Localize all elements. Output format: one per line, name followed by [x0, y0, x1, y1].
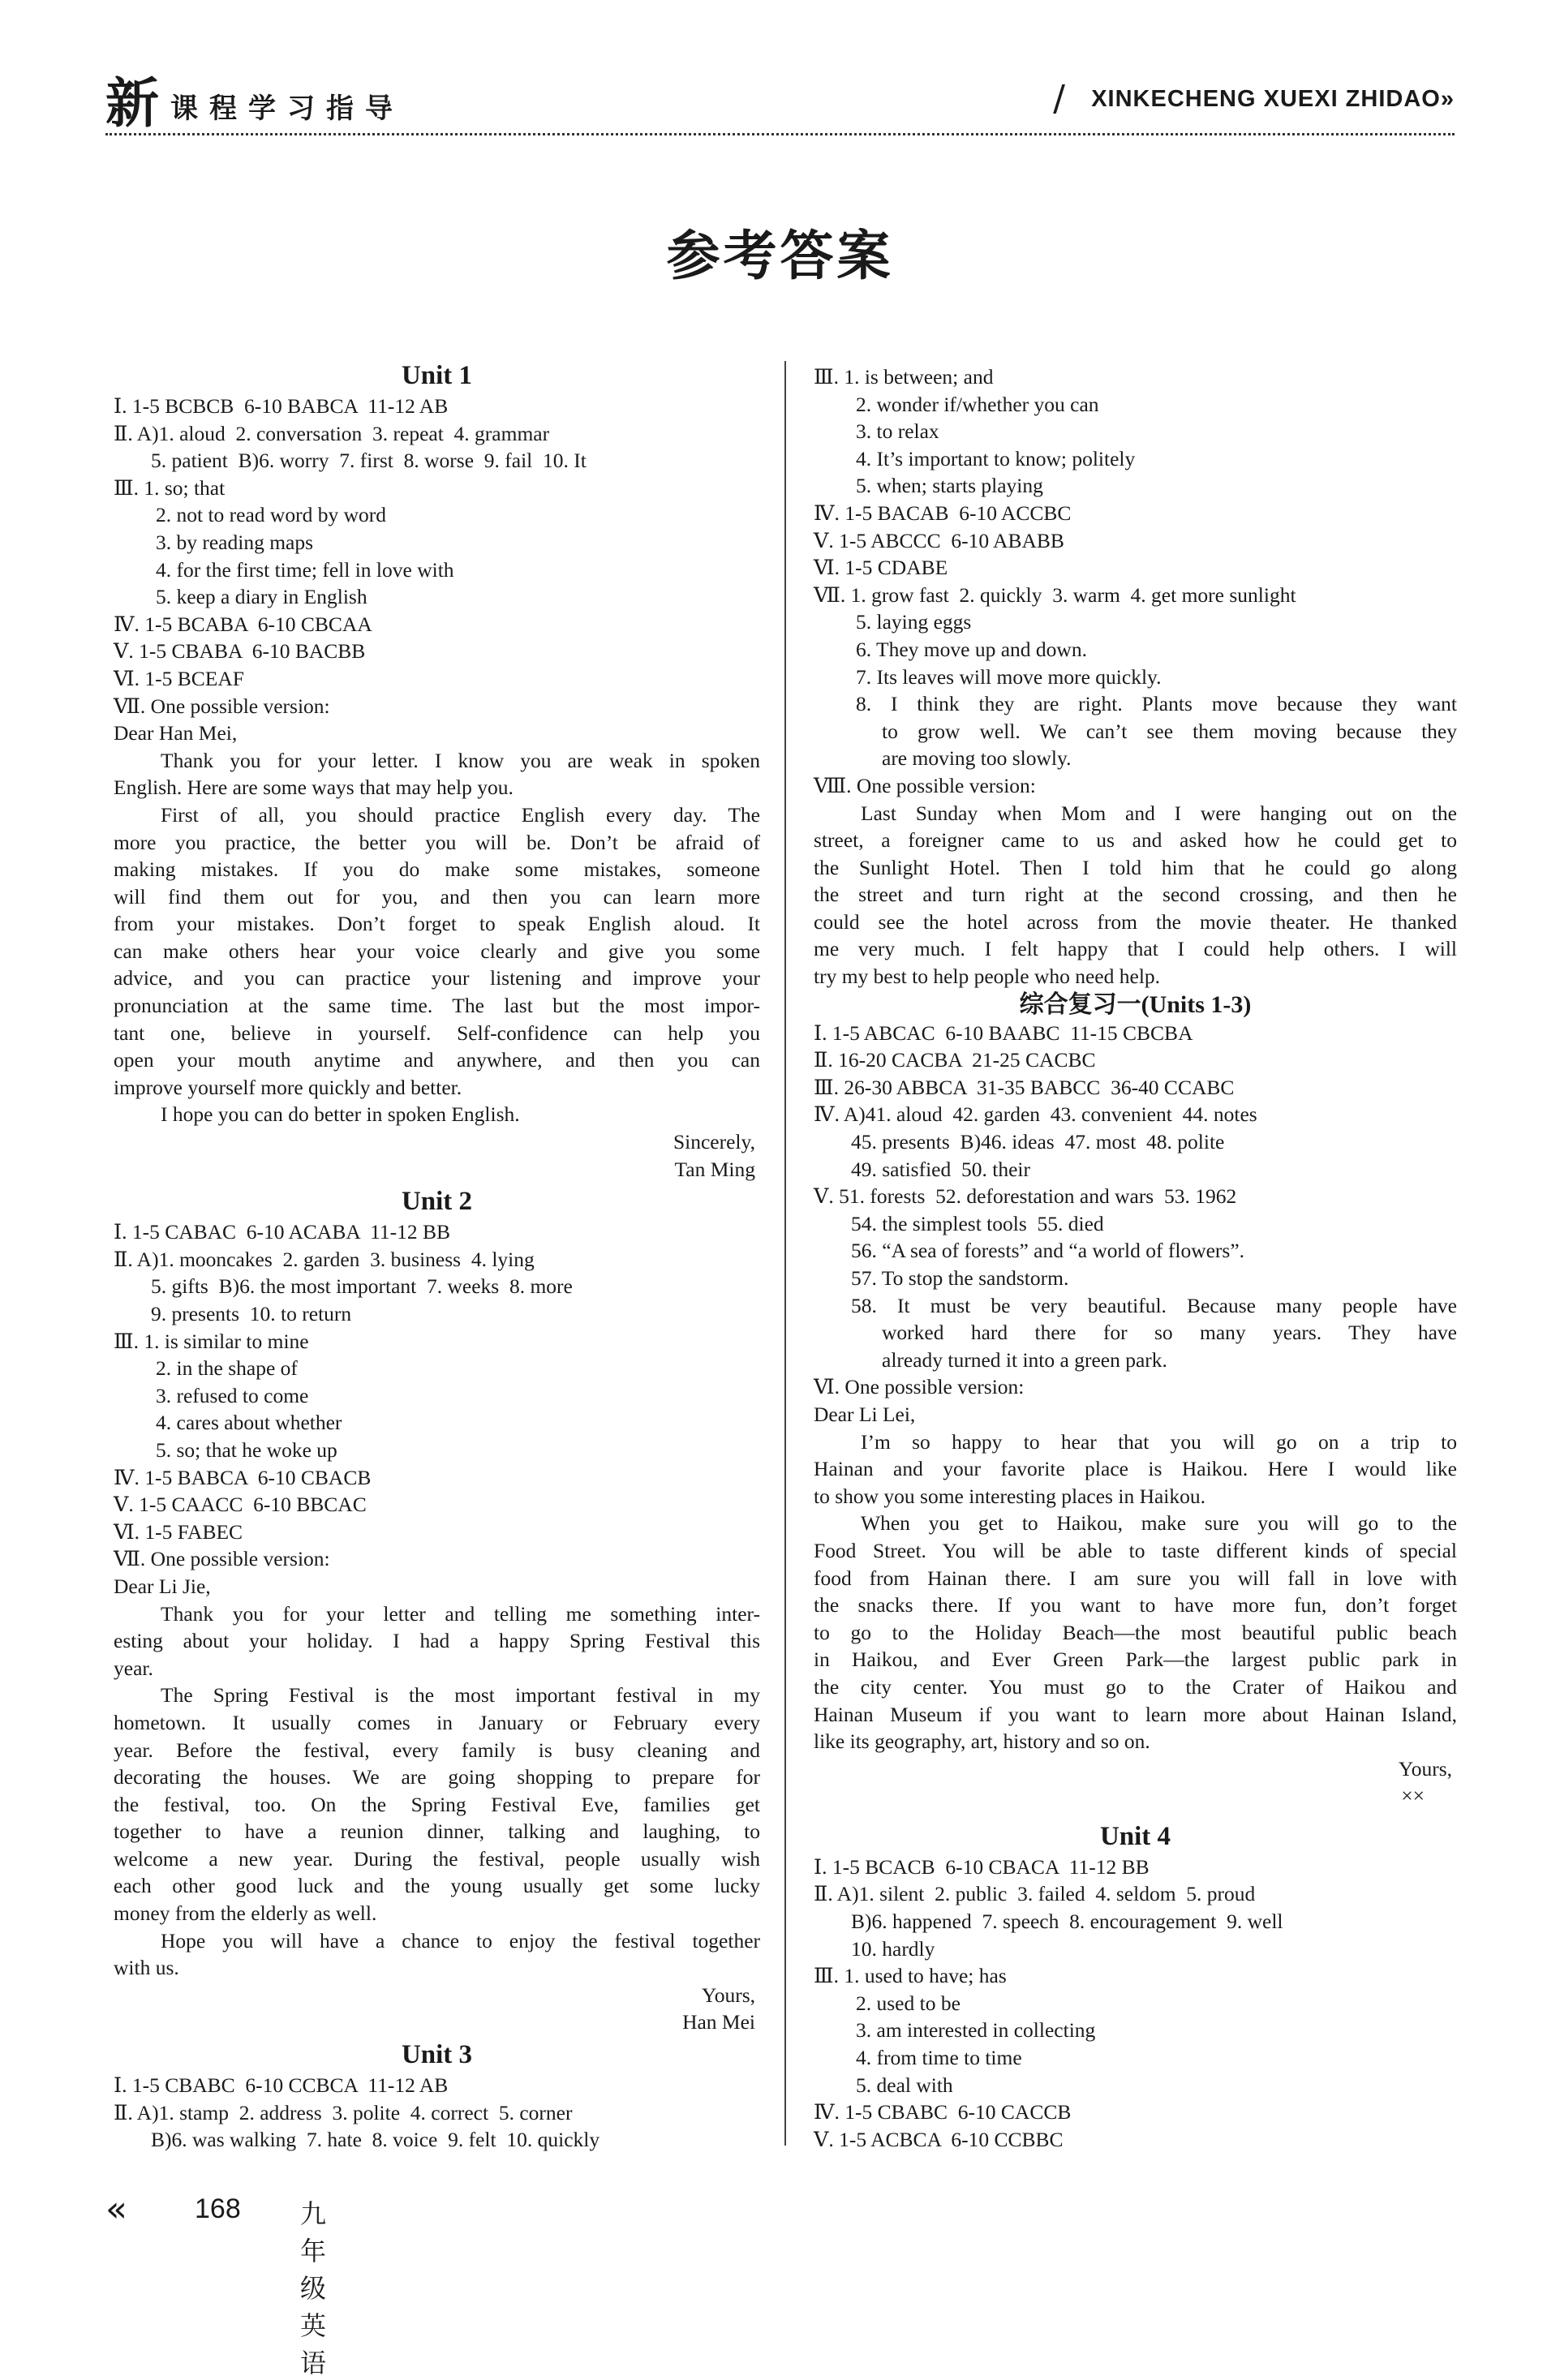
answer-line: 5. when; starts playing: [856, 474, 1043, 498]
answer-line: 2. in the shape of: [156, 1356, 298, 1381]
answer-line: to grow well. We can’t see them moving because they: [882, 719, 1457, 743]
unit-2-letter: [114, 1600, 760, 2037]
answer-line: Ⅲ. 1. so; that: [114, 475, 226, 500]
letter-line: pronunciation at the same time. The last but the most impor-: [114, 994, 760, 1018]
letter-line: making mistakes. If you do make some mistakes, someone: [114, 857, 760, 882]
letter-line: The Spring Festival is the most important festival in my: [161, 1683, 760, 1708]
answer-line: 49. satisfied 50. their: [851, 1157, 1030, 1181]
answer-line: 3. refused to come: [156, 1383, 309, 1407]
letter-line: English. Here are some ways that may help you.: [114, 775, 514, 800]
unit-3-answers: [114, 2072, 760, 2154]
answer-line: 4. cares about whether: [156, 1411, 342, 1435]
column-divider: [784, 361, 786, 2146]
letter-line: Thank you for your letter and telling me something inter-: [161, 1601, 760, 1626]
review-heading: 综合复习一(Units 1-3): [1019, 990, 1252, 1018]
letter-line: each other good luck and the young usually get some lucky: [114, 1874, 760, 1898]
letter-line: food from Hainan there. I am sure you will fall in love with: [814, 1566, 1457, 1590]
essay-line: try my best to help people who need help.: [814, 964, 1161, 989]
answer-line: 5. deal with: [856, 2073, 953, 2097]
answer-line: 4. It’s important to know; politely: [856, 446, 1136, 470]
letter-line: year.: [114, 1656, 153, 1680]
answer-line: Ⅴ. 1-5 ACBCA 6-10 CCBBC: [814, 2127, 1064, 2151]
answer-line: Ⅲ. 1. is similar to mine: [114, 1329, 309, 1353]
header-title: 课程学习指导: [170, 92, 404, 125]
answer-line: Ⅴ. 1-5 CBABA 6-10 BACBB: [114, 639, 366, 664]
answer-line: Ⅱ. A)1. mooncakes 2. garden 3. business 4. lying: [114, 1247, 535, 1271]
answer-line: Ⅱ. A)1. silent 2. public 3. failed 4. seldom 5. proud: [814, 1882, 1256, 1906]
answer-line: 5. patient B)6. worry 7. first 8. worse 9. fail 10. It: [151, 449, 587, 473]
answer-line: 3. by reading maps: [156, 530, 314, 554]
unit-1-letter: [114, 747, 760, 1184]
answer-line: 57. To stop the sandstorm.: [851, 1266, 1069, 1290]
answer-line: 2. used to be: [856, 1991, 960, 2015]
letter-line: decorating the houses. We are going shopping to prepare for: [114, 1765, 760, 1789]
essay-line: Last Sunday when Mom and I were hanging out on the: [861, 801, 1457, 825]
answer-line: Ⅶ. One possible version:: [114, 694, 330, 718]
answer-line: 5. keep a diary in English: [156, 585, 367, 609]
header-dotted-rule: [105, 133, 1455, 135]
unit-4-answers: [814, 1854, 1457, 2154]
answer-line: 56. “A sea of forests” and “a world of flowers”.: [851, 1239, 1245, 1263]
answer-line: Ⅴ. 1-5 ABCCC 6-10 ABABB: [814, 528, 1064, 552]
page-number: 168: [195, 2193, 241, 2224]
header-pinyin: XINKECHENG XUEXI ZHIDAO»: [1091, 86, 1455, 112]
letter-line: I’m so happy to hear that you will go on a trip to: [861, 1429, 1457, 1454]
unit-3-heading: Unit 3: [401, 2040, 473, 2070]
letter-line: hometown. It usually comes in January or February every: [114, 1710, 760, 1734]
letter-line: Food Street. You will be able to taste different kinds of special: [814, 1538, 1457, 1562]
answer-line: 4. from time to time: [856, 2046, 1022, 2070]
letter-line: When you get to Haikou, make sure you will go to the: [861, 1511, 1457, 1536]
answer-line: 5. laying eggs: [856, 610, 972, 634]
essay-line: could see the hotel across from the movie theater. He thanked: [814, 909, 1457, 934]
answer-line: B)6. was walking 7. hate 8. voice 9. felt 10. quickly: [151, 2128, 600, 2152]
essay-line: the Sunlight Hotel. Then I told him that he could go along: [814, 855, 1457, 879]
letter-line: money from the elderly as well.: [114, 1901, 377, 1926]
answer-line: 45. presents B)46. ideas 47. most 48. polite: [851, 1130, 1225, 1154]
unit-3-continued: [814, 363, 1457, 800]
footer-arrows: «: [105, 2189, 127, 2230]
answer-line: 6. They move up and down.: [856, 637, 1087, 661]
letter-line: can make others hear your voice clearly and give you some: [114, 939, 760, 963]
letter-signature: ××: [1401, 1784, 1425, 1808]
letter-signature: Tan Ming: [674, 1157, 755, 1181]
right-column: [814, 363, 1457, 2153]
answer-line: Ⅳ. 1-5 BABCA 6-10 CBACB: [114, 1465, 372, 1489]
letter-line: Hainan Museum if you want to learn more about Hainan Island,: [814, 1702, 1457, 1726]
answer-line: 8. I think they are right. Plants move because they want: [856, 692, 1457, 716]
letter-line: welcome a new year. During the festival, people usually wish: [114, 1846, 760, 1871]
answer-line: 58. It must be very beautiful. Because many people have: [851, 1293, 1457, 1317]
letter-line: more you practice, the better you will be. Don’t be afraid of: [114, 830, 760, 854]
answer-line: 54. the simplest tools 55. died: [851, 1211, 1104, 1235]
letter-line: Thank you for your letter. I know you are weak in spoken: [161, 748, 760, 772]
header-slash-decoration: /: [1053, 78, 1065, 119]
answer-line: Ⅴ. 1-5 CAACC 6-10 BBCAC: [114, 1493, 367, 1517]
letter-line: from your mistakes. Don’t forget to speak English aloud. It: [114, 912, 760, 936]
essay-line: the street and turn right at the second crossing, and then he: [814, 883, 1457, 907]
answer-line: 4. for the first time; fell in love with: [156, 557, 454, 582]
answer-line: 9. presents 10. to return: [151, 1302, 352, 1325]
letter-line: the snacks there. If you want to have more fun, don’t forget: [814, 1593, 1457, 1617]
letter-line: First of all, you should practice English every day. The: [161, 802, 760, 827]
answer-line: 2. not to read word by word: [156, 503, 386, 527]
review-answers: [814, 1020, 1457, 1428]
answer-line: Ⅶ. One possible version:: [114, 1547, 330, 1571]
letter-line: the city center. You must go to the Crater of Haikou and: [814, 1674, 1457, 1699]
unit-3-essay: [814, 800, 1457, 990]
header-logo: 新: [105, 72, 159, 135]
answer-line: Ⅳ. 1-5 BACAB 6-10 ACCBC: [814, 500, 1072, 525]
answer-line: Ⅴ. 51. forests 52. deforestation and wars 53. 1962: [814, 1184, 1237, 1209]
letter-line: with us.: [114, 1956, 179, 1980]
answer-line: Ⅱ. A)1. aloud 2. conversation 3. repeat 4. grammar: [114, 421, 550, 445]
letter-closing: Sincerely,: [673, 1130, 755, 1154]
letter-line: will find them out for you, and then you can learn more: [114, 884, 760, 909]
letter-line: I hope you can do better in spoken English.: [161, 1102, 520, 1127]
letter-salutation: Dear Li Jie,: [114, 1574, 211, 1598]
answer-line: Ⅰ. 1-5 CBABC 6-10 CCBCA 11-12 AB: [114, 2073, 449, 2098]
essay-line: me very much. I felt happy that I could help others. I will: [814, 937, 1457, 961]
answer-line: Ⅰ. 1-5 BCACB 6-10 CBACA 11-12 BB: [814, 1854, 1150, 1879]
unit-4-heading: Unit 4: [1099, 1821, 1171, 1851]
answer-line: Ⅵ. 1-5 BCEAF: [114, 666, 244, 690]
page-header: [105, 71, 1455, 136]
letter-line: advice, and you can practice your listening and improve your: [114, 966, 760, 990]
unit-1-answers: [114, 393, 760, 747]
answer-line: Ⅱ. A)1. stamp 2. address 3. polite 4. correct 5. corner: [114, 2100, 573, 2124]
answer-line: are moving too slowly.: [882, 746, 1072, 771]
letter-line: esting about your holiday. I had a happy Spring Festival this: [114, 1629, 760, 1653]
answer-line: Ⅳ. 1-5 BCABA 6-10 CBCAA: [114, 612, 372, 636]
answer-line: Ⅳ. A)41. aloud 42. garden 43. convenient 44. notes: [814, 1102, 1257, 1127]
answer-line: Ⅰ. 1-5 ABCAC 6-10 BAABC 11-15 CBCBA: [814, 1020, 1193, 1045]
answer-line: 7. Its leaves will move more quickly.: [856, 664, 1162, 689]
answer-line: Ⅰ. 1-5 CABAC 6-10 ACABA 11-12 BB: [114, 1220, 451, 1244]
answer-line: Ⅶ. 1. grow fast 2. quickly 3. warm 4. get more sunlight: [814, 582, 1296, 607]
letter-line: together to have a reunion dinner, talking and laughing, to: [114, 1819, 760, 1844]
book-title: 九年级英语: [300, 2198, 327, 2378]
answer-line: worked hard there for so many years. They have: [882, 1321, 1457, 1345]
answer-line: 5. gifts B)6. the most important 7. weeks 8. more: [151, 1274, 573, 1299]
left-column: [114, 357, 760, 2154]
answer-line: Ⅱ. 16-20 CACBA 21-25 CACBC: [814, 1048, 1096, 1072]
answer-line: Ⅵ. One possible version:: [814, 1375, 1025, 1399]
answer-line: 3. am interested in collecting: [856, 2018, 1096, 2043]
answer-line: Ⅵ. 1-5 FABEC: [114, 1519, 243, 1544]
answer-line: Ⅲ. 1. used to have; has: [814, 1964, 1007, 1988]
letter-line: improve yourself more quickly and better.: [114, 1075, 462, 1099]
answer-line: Ⅳ. 1-5 CBABC 6-10 CACCB: [814, 2100, 1072, 2124]
letter-closing: Yours,: [701, 1983, 755, 2007]
letter-salutation: Dear Han Mei,: [114, 721, 238, 745]
letter-line: to show you some interesting places in Haikou.: [814, 1484, 1206, 1508]
answer-line: Ⅲ. 26-30 ABBCA 31-35 BABCC 36-40 CCABC: [814, 1075, 1235, 1099]
letter-line: tant one, believe in yourself. Self-confidence can help you: [114, 1020, 760, 1045]
letter-line: the festival, too. On the Spring Festival Eve, families get: [114, 1792, 760, 1816]
answer-line: 10. hardly: [851, 1936, 935, 1961]
letter-line: to go to the Holiday Beach—the most beautiful public beach: [814, 1620, 1457, 1644]
answer-line: Ⅲ. 1. is between; and: [814, 365, 994, 389]
answer-line: already turned it into a green park.: [882, 1347, 1167, 1372]
review-letter: [814, 1428, 1457, 1810]
essay-line: street, a foreigner came to us and asked how he could get to: [814, 828, 1457, 853]
letter-signature: Han Mei: [682, 2010, 755, 2034]
letter-line: in Haikou, and Ever Green Park—the largest public park in: [814, 1648, 1457, 1672]
letter-line: like its geography, art, history and so on.: [814, 1729, 1150, 1754]
page-title: 参考答案: [666, 224, 894, 287]
answer-line: 2. wonder if/whether you can: [856, 392, 1099, 416]
letter-line: Hope you will have a chance to enjoy the festival together: [161, 1928, 760, 1953]
answer-line: Ⅷ. One possible version:: [814, 773, 1036, 797]
letter-line: open your mouth anytime and anywhere, and then you can: [114, 1048, 760, 1072]
answer-line: 3. to relax: [856, 419, 939, 444]
letter-line: Hainan and your favorite place is Haikou. Here I would like: [814, 1457, 1457, 1481]
letter-closing: Yours,: [1398, 1756, 1452, 1781]
answer-line: B)6. happened 7. speech 8. encouragement 9. well: [851, 1910, 1283, 1934]
letter-salutation: Dear Li Lei,: [814, 1402, 916, 1426]
letter-line: year. Before the festival, every family is busy cleaning and: [114, 1738, 760, 1762]
unit-2-answers: [114, 1218, 760, 1600]
unit-1-heading: Unit 1: [401, 361, 473, 390]
unit-2-heading: Unit 2: [401, 1187, 473, 1217]
answer-line: Ⅵ. 1-5 CDABE: [814, 556, 948, 580]
answer-line: Ⅰ. 1-5 BCBCB 6-10 BABCA 11-12 AB: [114, 394, 449, 418]
answer-line: 5. so; that he woke up: [156, 1437, 337, 1462]
